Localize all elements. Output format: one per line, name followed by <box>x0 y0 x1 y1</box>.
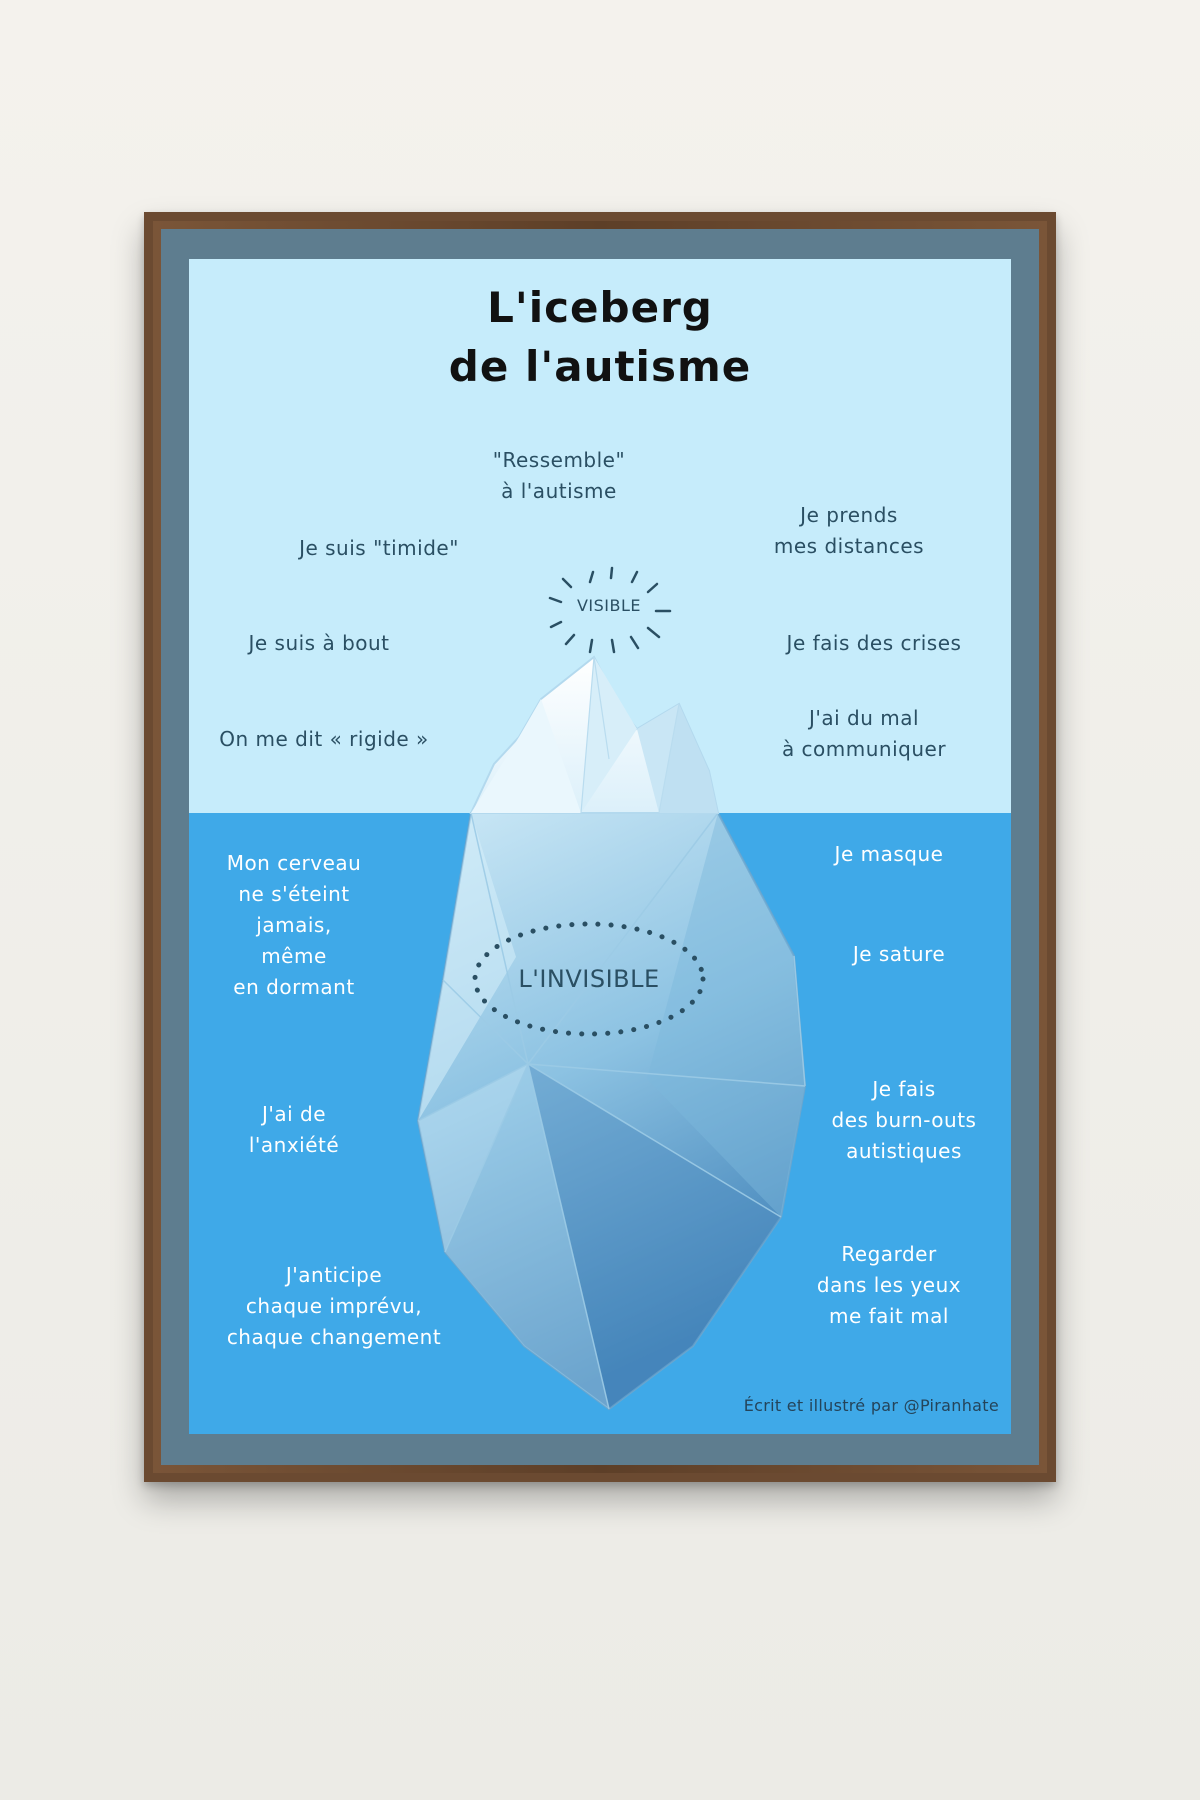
title-line-1: L'iceberg <box>487 283 713 332</box>
credit-line: Écrit et illustré par @Piranhate <box>743 1396 999 1415</box>
iceberg-underwater <box>418 813 805 1409</box>
poster <box>189 259 1011 1434</box>
visible-label: VISIBLE <box>576 596 642 615</box>
label-cerveau: Mon cerveau ne s'éteint jamais, même en dormant <box>226 851 362 999</box>
label-anticipe: J'anticipe chaque imprévu, chaque changement <box>226 1263 442 1349</box>
title-line-2: de l'autisme <box>448 342 752 391</box>
label-rigide: On me dit « rigide » <box>219 727 429 751</box>
label-distances: Je prends mes distances <box>773 503 925 558</box>
invisible-label: L'INVISIBLE <box>518 965 660 993</box>
iceberg-tip <box>471 657 718 813</box>
label-crises: Je fais des crises <box>786 631 962 655</box>
label-bout: Je suis à bout <box>248 631 390 655</box>
label-masque: Je masque <box>834 842 944 866</box>
label-burnouts: Je fais des burn-outs autistiques <box>831 1077 977 1163</box>
label-sature: Je sature <box>852 942 946 966</box>
label-communiquer: J'ai du mal à communiquer <box>781 706 947 761</box>
label-ressemble: "Ressemble" à l'autisme <box>492 448 626 503</box>
label-timide: Je suis "timide" <box>299 536 459 560</box>
label-anxiete: J'ai de l'anxiété <box>248 1102 340 1157</box>
label-regarder: Regarder dans les yeux me fait mal <box>816 1242 962 1328</box>
